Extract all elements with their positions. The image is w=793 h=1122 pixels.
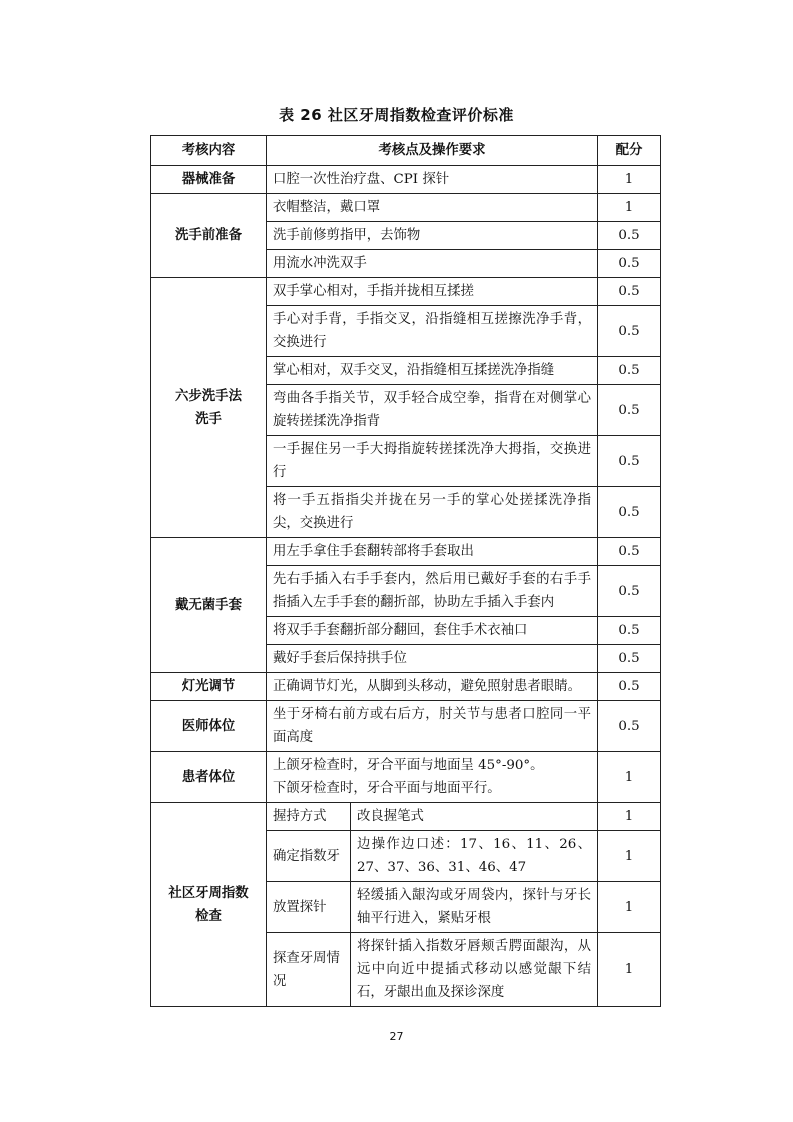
requirement-cell: 将探针插入指数牙唇颊舌腭面龈沟，从远中向近中提插式移动以感觉龈下结石，牙龈出血及探诊深度 [351,933,598,1007]
requirement-cell: 改良握笔式 [351,803,598,831]
score-cell: 0.5 [598,250,661,278]
requirement-cell: 口腔一次性治疗盘、CPI 探针 [267,166,598,194]
table-row [151,701,661,752]
category-cell: 器械准备 [151,166,267,194]
requirement-cell: 用流水冲洗双手 [267,250,598,278]
category-line: 社区牙周指数 [168,885,249,901]
subitem-cell: 握持方式 [267,803,351,831]
table-row [151,538,661,566]
category-cell: 灯光调节 [151,673,267,701]
requirement-cell: 正确调节灯光，从脚到头移动，避免照射患者眼睛。 [267,673,598,701]
requirement-cell [267,752,598,803]
requirement-cell: 双手掌心相对，手指并拢相互揉搓 [267,278,598,306]
requirement-cell: 用左手拿住手套翻转部将手套取出 [267,538,598,566]
requirement-cell: 先右手插入右手手套内，然后用已戴好手套的右手手指插入左手手套的翻折部，协助左手插入手套内 [267,566,598,617]
score-cell: 0.5 [598,566,661,617]
score-cell: 0.5 [598,385,661,436]
score-cell: 1 [598,752,661,803]
requirement-cell: 掌心相对，双手交叉，沿指缝相互揉搓洗净指缝 [267,357,598,385]
score-cell: 0.5 [598,701,661,752]
table-row [151,194,661,222]
score-cell: 0.5 [598,222,661,250]
score-cell: 1 [598,194,661,222]
score-cell: 1 [598,882,661,933]
score-cell: 0.5 [598,436,661,487]
score-cell: 0.5 [598,617,661,645]
table-row [151,673,661,701]
score-cell: 0.5 [598,306,661,357]
requirement-line: 上颌牙检查时，牙合平面与地面呈 45°-90°。 [273,758,544,773]
table-row [151,166,661,194]
header-requirements: 考核点及操作要求 [267,136,598,166]
requirement-cell: 将一手五指指尖并拢在另一手的掌心处搓揉洗净指尖，交换进行 [267,487,598,538]
category-cell: 医师体位 [151,701,267,752]
score-cell: 1 [598,166,661,194]
subitem-cell: 探查牙周情况 [267,933,351,1007]
category-line: 洗手 [195,411,222,427]
header-content: 考核内容 [151,136,267,166]
category-cell: 患者体位 [151,752,267,803]
table-row [151,752,661,803]
score-cell: 0.5 [598,357,661,385]
score-cell: 0.5 [598,538,661,566]
requirement-cell: 手心对手背，手指交叉，沿指缝相互搓擦洗净手背，交换进行 [267,306,598,357]
category-cell: 戴无菌手套 [151,538,267,673]
score-cell: 0.5 [598,487,661,538]
requirement-cell: 洗手前修剪指甲，去饰物 [267,222,598,250]
table-row [151,803,661,831]
requirement-cell: 戴好手套后保持拱手位 [267,645,598,673]
category-cell [151,278,267,538]
requirement-cell: 将双手手套翻折部分翻回，套住手术衣袖口 [267,617,598,645]
score-cell: 0.5 [598,645,661,673]
category-cell: 洗手前准备 [151,194,267,278]
category-line: 检查 [195,908,222,924]
requirement-cell: 边操作边口述：17、16、11、26、27、37、36、31、46、47 [351,831,598,882]
score-cell: 1 [598,803,661,831]
requirement-cell: 衣帽整洁，戴口罩 [267,194,598,222]
evaluation-table [150,135,661,1007]
category-cell [151,803,267,1007]
score-cell: 1 [598,933,661,1007]
requirement-cell: 轻缓插入龈沟或牙周袋内，探针与牙长轴平行进入，紧贴牙根 [351,882,598,933]
subitem-cell: 放置探针 [267,882,351,933]
score-cell: 0.5 [598,278,661,306]
requirement-cell: 一手握住另一手大拇指旋转搓揉洗净大拇指，交换进行 [267,436,598,487]
requirement-cell: 弯曲各手指关节，双手轻合成空拳，指背在对侧掌心旋转搓揉洗净指背 [267,385,598,436]
requirement-line: 下颌牙检查时，牙合平面与地面平行。 [273,781,501,796]
header-score: 配分 [598,136,661,166]
page-number: 27 [389,1030,404,1043]
score-cell: 0.5 [598,673,661,701]
requirement-cell: 坐于牙椅右前方或右后方，肘关节与患者口腔同一平面高度 [267,701,598,752]
table-row [151,278,661,306]
subitem-cell: 确定指数牙 [267,831,351,882]
score-cell: 1 [598,831,661,882]
category-line: 六步洗手法 [175,388,242,404]
table-title: 表 26 社区牙周指数检查评价标准 [279,106,514,124]
header-row [151,136,661,166]
